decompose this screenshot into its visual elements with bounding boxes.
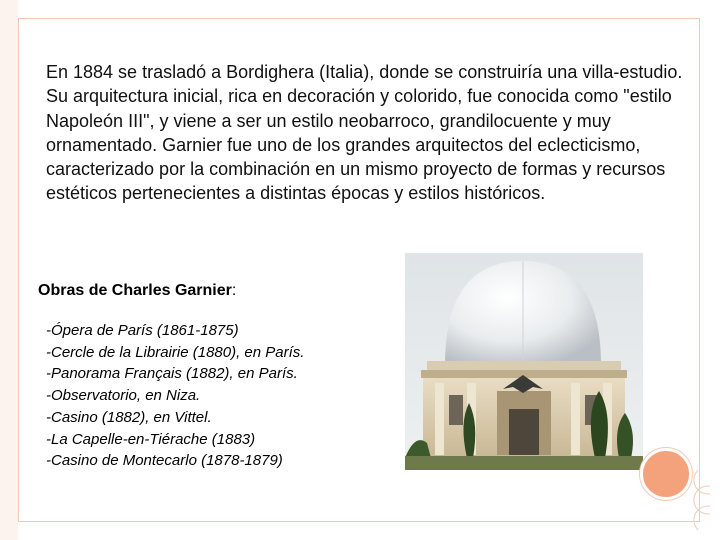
list-item: -Cercle de la Librairie (1880), en París. bbox=[46, 343, 305, 361]
list-item: -Observatorio, en Niza. bbox=[46, 387, 201, 405]
intro-paragraph-1: En 1884 se trasladó a Bordighera (Italia), donde se construiría una villa-estudio. bbox=[46, 62, 683, 82]
list-item: -Casino de Montecarlo (1878-1879) bbox=[46, 452, 283, 470]
list-item: -Ópera de París (1861-1875) bbox=[46, 322, 239, 339]
list-item: -Panorama Français (1882), en París. bbox=[46, 365, 298, 383]
intro-paragraph-2: Su arquitectura inicial, rica en decoración y colorido, fue conocida como "estilo Napoleón III", y viene a ser un estilo neobarroco, grandilocuente y muy ornamentado. Garnier fue uno de los grandes arquitectos del eclecticismo, caracterizado por la combinación en un mismo proyecto de formas y recursos estéticos pertenecientes a distintas épocas y estilos históricos. bbox=[46, 86, 672, 204]
accent-circle bbox=[640, 448, 692, 500]
left-decorative-band bbox=[0, 0, 18, 540]
works-heading bbox=[38, 282, 236, 300]
list-item: -La Capelle-en-Tiérache (1883) bbox=[46, 430, 256, 448]
works-heading-colon: : bbox=[231, 282, 237, 299]
works-list bbox=[46, 320, 304, 472]
list-item: -Casino (1882), en Vittel. bbox=[46, 408, 212, 426]
observatory-photo bbox=[405, 253, 643, 470]
intro-text bbox=[46, 60, 686, 206]
works-heading-label: Obras de Charles Garnier bbox=[38, 282, 232, 299]
decorative-rings bbox=[686, 470, 710, 530]
